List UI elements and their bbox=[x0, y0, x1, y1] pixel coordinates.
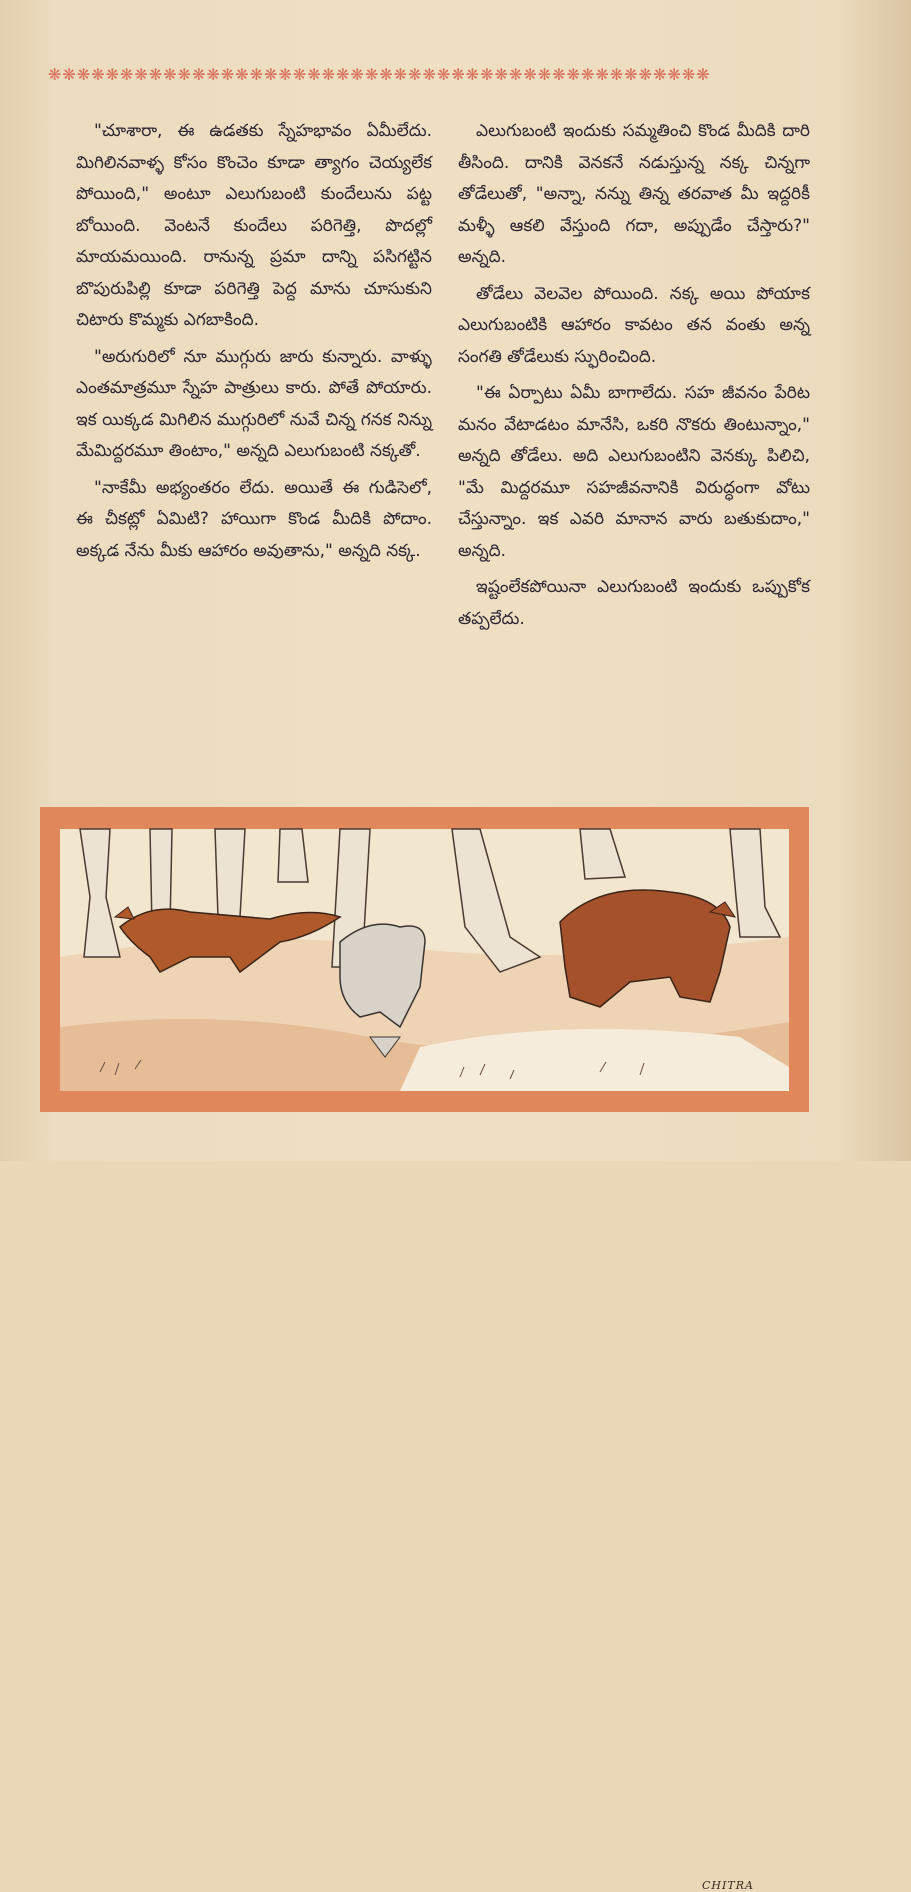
paragraph: తోడేలు వెలవెల పోయింది. నక్క అయి పోయాక ఎలుగుబంటికి ఆహారం కావటం తన వంతు అన్న సంగతి తోడేలుకు స్ఫురించింది. bbox=[458, 283, 810, 367]
story-illustration bbox=[40, 807, 809, 1892]
paragraph: ఎలుగుబంటి ఇందుకు సమ్మతించి కొండ మీదికి దారి తీసింది. దానికి వెనకనే నడుస్తున్న నక్క చిన్నగా తోడేలుతో, "అన్నా, నన్ను తిన్న తరవాత మీ ఇద్దరికీ మళ్ళీ ఆకలి వేస్తుంది గదా, అప్పుడేం చేస్తారు?" అన్నది. bbox=[458, 121, 810, 267]
artist-signature: CHITRA bbox=[702, 1879, 754, 1892]
paragraph: "చూశారా, ఈ ఉడతకు స్నేహభావం ఏమీలేదు. మిగిలినవాళ్ళ కోసం కొంచెం కూడా త్యాగం చెయ్యలేక పోయింది," అంటూ ఎలుగుబంటి కుందేలును పట్ట బోయింది. వెంటనే కుందేలు పరిగెత్తి, పొదల్లో మాయమయింది. రానున్న ప్రమా దాన్ని పసిగట్టిన బొపురుపిల్లి కూడా పరిగెత్తి పెద్ద మాను చూసుకుని చిటారు కొమ్మకు ఎగబాకింది. bbox=[76, 121, 432, 330]
paragraph: ఇష్టంలేకపోయినా ఎలుగుబంటి ఇందుకు ఒప్పుకోక తప్పలేదు. bbox=[458, 577, 810, 629]
decorative-border: ❋❋❋❋❋❋❋❋❋❋❋❋❋❋❋❋❋❋❋❋❋❋❋❋❋❋❋❋❋❋❋❋❋❋❋❋❋❋❋❋❋❋❋❋❋❋ bbox=[48, 65, 711, 84]
paragraph: "ఈ ఏర్పాటు ఏమీ బాగాలేదు. సహ జీవనం పేరిట మనం వేటాడటం మానేసి, ఒకరి నొకరు తింటున్నాం," అన్నది తోడేలు. అది ఎలుగుబంటిని వెనక్కు పిలిచి, "మే మిద్దరమూ సహజీవనానికి విరుద్ధంగా వోటు చేస్తున్నాం. ఇక ఎవరి మానాన వారు బతుకుదాం," అన్నది. bbox=[458, 383, 810, 561]
paragraph: "నాకేమీ అభ్యంతరం లేదు. అయితే ఈ గుడిసెలో, ఈ చీకట్లో ఏమిటి? హాయిగా కొండ మీదికి పోదాం. అక్కడ నేను మీకు ఆహారం అవుతాను," అన్నది నక్క. bbox=[76, 477, 432, 561]
right-text-column bbox=[458, 116, 810, 640]
forest-scene-image bbox=[40, 807, 809, 1112]
paragraph: "అరుగురిలో నూ ముగ్గురు జారు కున్నారు. వాళ్ళు ఎంతమాత్రమూ స్నేహ పాత్రులు కారు. పోతే పోయారు. ఇక యిక్కడ మిగిలిన ముగ్గురిలో నువే చిన్న గనక నిన్ను మేమిద్దరమూ తింటాం," అన్నది ఎలుగుబంటి నక్కతో. bbox=[76, 346, 432, 461]
left-text-column bbox=[76, 116, 432, 572]
